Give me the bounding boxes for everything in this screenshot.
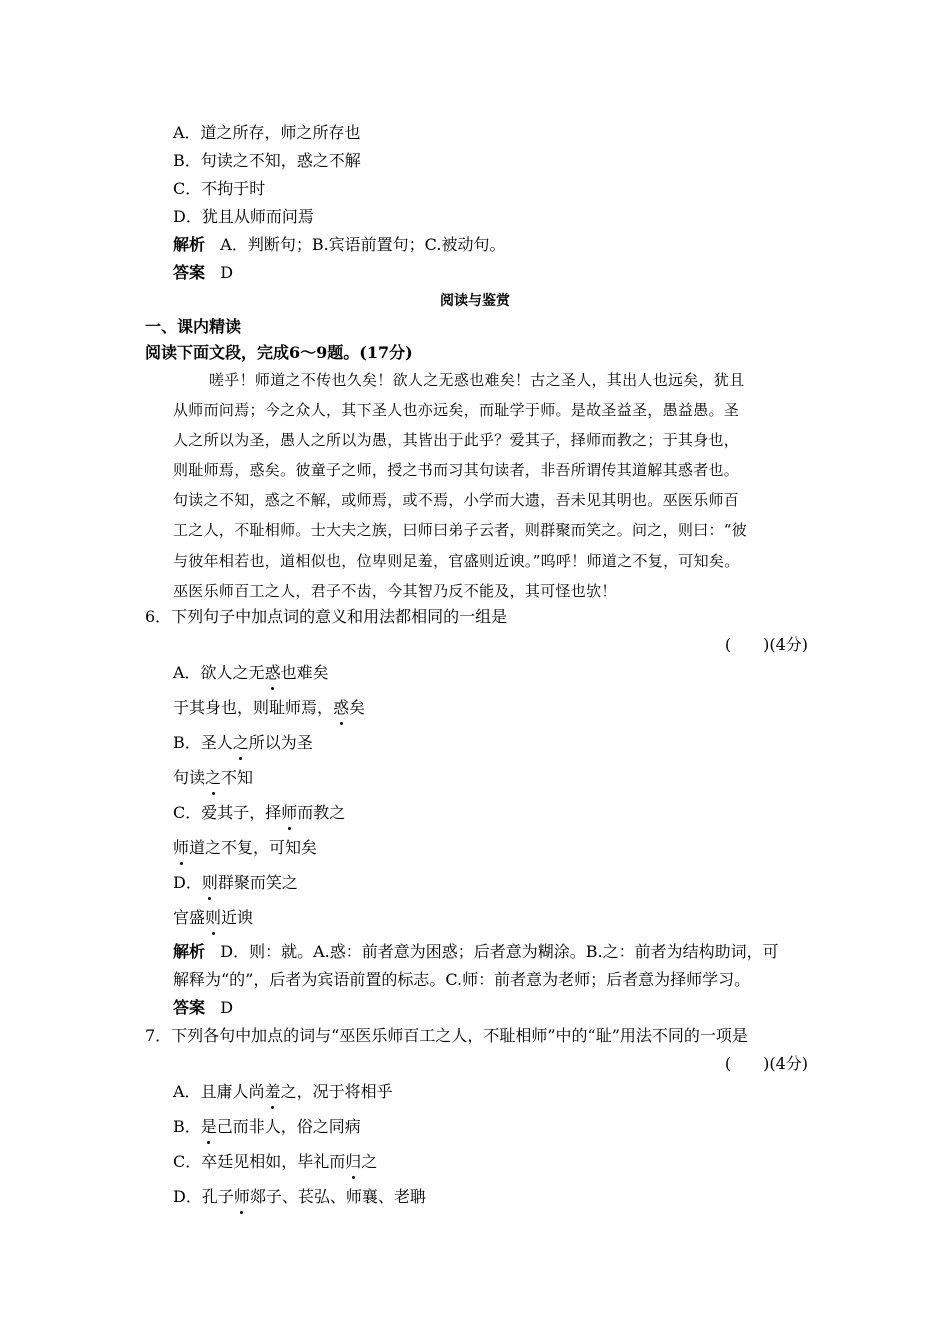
passage-line: 句读之不知，惑之不解，或师焉，或不焉，小学而大遗，吾未见其明也。巫医乐师百 (173, 491, 740, 509)
q6-option-b: B．圣人之所以为圣 (173, 733, 313, 752)
q6-stem: 6．下列句子中加点词的意义和用法都相同的一组是 (145, 607, 508, 626)
q7-option-d: D．孔子师郯子、苌弘、师襄、老聃 (173, 1187, 426, 1206)
instruction: 阅读下面文段，完成6～9题。(17分) (145, 343, 413, 362)
dotted-word: 惑 (264, 663, 281, 682)
passage-line: 人之所以为圣，愚人之所以为愚，其皆出于此乎？爱其子，择师而教之；于其身也， (173, 431, 740, 449)
passage-line: 巫医乐师百工之人，君子不齿，今其智乃反不能及，其可怪也欤！ (173, 582, 617, 600)
answer-label: 答案 (173, 263, 206, 282)
analysis-label: 解析 (173, 942, 206, 961)
answer-label: 答案 (173, 998, 206, 1017)
passage-line: 与彼年相若也，道相似也，位卑则足羞，官盛则近谀。”呜呼！师道之不复，可知矣。 (173, 552, 740, 570)
q5-option-a: A．道之所存，师之所存也 (173, 123, 361, 142)
part-heading: 一、课内精读 (145, 317, 242, 336)
q6-option-d-pair: 官盛则近谀 (173, 908, 254, 927)
passage-line: 工之人，不耻相师。士大夫之族，曰师曰弟子云者，则群聚而笑之。问之，则曰：“彼 (173, 521, 748, 539)
analysis-text: D．则：就。A.惑：前者意为困惑；后者意为糊涂。B.之：前者为结构助词，可 (220, 942, 779, 961)
q6-option-c: C．爱其子，择师而教之 (173, 803, 346, 822)
passage-line: 嗟乎！师道之不传也久矣！欲人之无惑也难矣！古之圣人，其出人也远矣，犹且 (209, 371, 745, 389)
q6-analysis-cont: 解释为“的”，后者为宾语前置的标志。C.师：前者意为老师；后者意为择师学习。 (173, 970, 751, 989)
q5-option-d: D．犹且从师而问焉 (173, 207, 314, 226)
q7-stem: 7．下列各句中加点的词与“巫医乐师百工之人，不耻相师”中的“耻”用法不同的一项是 (145, 1026, 748, 1045)
dotted-word: 归 (345, 1152, 362, 1171)
q6-option-b-pair: 句读之不知 (173, 768, 254, 787)
dotted-word: 惑 (333, 698, 350, 717)
q6-option-a: A．欲人之无惑也难矣 (173, 663, 329, 682)
dotted-word: 师 (173, 838, 190, 857)
analysis-label: 解析 (173, 235, 206, 254)
section-title: 阅读与鉴赏 (440, 293, 510, 309)
passage-line: 从师而问焉；今之众人，其下圣人也亦远矣，而耻学于师。是故圣益圣，愚益愚。圣 (173, 401, 740, 419)
q5-answer (173, 263, 233, 283)
q7-option-a: A．且庸人尚羞之，况于将相乎 (173, 1082, 393, 1101)
q5-option-b: B．句读之不知，惑之不解 (173, 151, 361, 170)
q5-option-c: C．不拘于时 (173, 179, 266, 198)
q6-answer (173, 998, 233, 1018)
q6-analysis (173, 942, 779, 962)
dotted-word: 师 (233, 1187, 250, 1206)
q5-analysis (173, 235, 505, 255)
q6-option-d: D．则群聚而笑之 (173, 873, 298, 892)
dotted-word: 师 (281, 803, 298, 822)
dotted-word: 则 (205, 908, 222, 927)
answer-text: D (220, 998, 234, 1017)
dotted-word: 之 (232, 733, 249, 752)
q7-score: ( )(4分) (724, 1054, 808, 1073)
q7-option-c: C．卒廷见相如，毕礼而归之 (173, 1152, 378, 1171)
dotted-word: 之 (205, 768, 222, 787)
q6-option-c-pair: 师道之不复，可知矣 (173, 838, 318, 857)
answer-text: D (220, 263, 234, 282)
dotted-word: 则 (201, 873, 218, 892)
dotted-word: 是 (200, 1117, 217, 1136)
q7-option-b: B．是己而非人，俗之同病 (173, 1117, 361, 1136)
passage-line: 则耻师焉，惑矣。彼童子之师，授之书而习其句读者，非吾所谓传其道解其惑者也。 (173, 461, 740, 479)
dotted-word: 羞 (264, 1082, 281, 1101)
q6-score: ( )(4分) (724, 635, 808, 654)
q6-option-a-pair: 于其身也，则耻师焉，惑矣 (173, 698, 366, 717)
analysis-text: A．判断句；B.宾语前置句；C.被动句。 (220, 235, 506, 254)
